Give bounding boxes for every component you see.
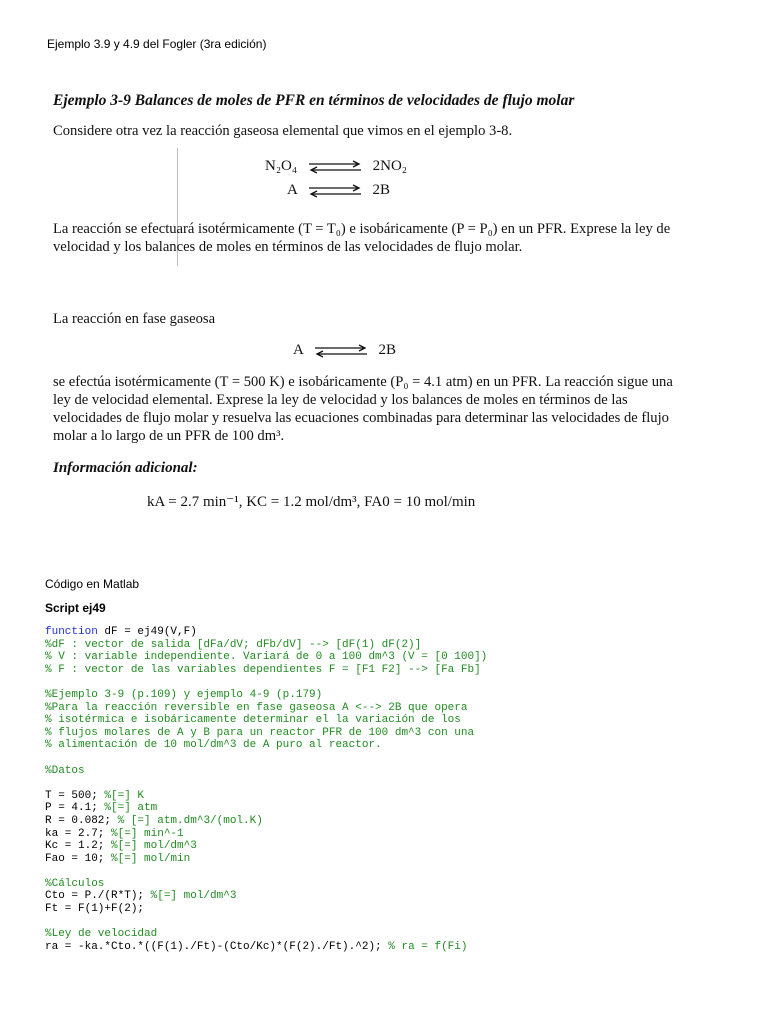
code-comment: %[=] atm (104, 802, 158, 815)
code-comment: % [=] atm.dm^3/(mol.K) (117, 814, 263, 827)
code-comment: %[=] mol/dm^3 (111, 840, 197, 853)
equation-n2o4 (265, 158, 407, 175)
matlab-code-block (45, 626, 487, 953)
code-comment: %Para la reacción reversible en fase gaseosa A <--> 2B que opera (45, 701, 468, 714)
code-line: P = 4.1; (45, 802, 105, 815)
code-line: Fao = 10; (45, 852, 112, 865)
code-keyword: function (45, 626, 98, 638)
equilibrium-arrows-icon (313, 344, 369, 358)
eq2-right: 2B (372, 182, 391, 198)
code-comment: % F : vector de las variables dependientes F = [F1 F2] --> [Fa Fb] (45, 663, 481, 676)
code-comment: % flujos molares de A y B para un reactor PFR de 100 dm^3 con una (45, 726, 475, 739)
code-line: R = 0.082; (45, 814, 118, 827)
example-title: Ejemplo 3-9 Balances de moles de PFR en términos de velocidades de flujo molar (53, 92, 575, 109)
additional-info-values: kA = 2.7 min⁻¹, KC = 1.2 mol/dm³, FA0 = 10 mol/min (147, 494, 476, 510)
equation-a-2b-second (293, 342, 396, 359)
code-line: ka = 2.7; (45, 827, 112, 840)
code-comment: % ra = f(Fi) (388, 940, 468, 953)
matlab-code-label: Código en Matlab (45, 577, 140, 591)
additional-info-title: Información adicional: (53, 460, 198, 476)
intro-text: Considere otra vez la reacción gaseosa elemental que vimos en el ejemplo 3-8. (53, 123, 513, 139)
code-line: dF = ej49(V,F) (97, 626, 197, 638)
eq2-left: A (287, 182, 298, 198)
paragraph-gas-phase: La reacción en fase gaseosa (53, 311, 216, 327)
scanned-textbook-excerpt (47, 86, 687, 530)
code-line: ra = -ka.*Cto.*((F(1)./Ft)-(Cto/Kc)*(F(2)./Ft).^2); (45, 940, 389, 953)
code-line: Cto = P./(R*T); (45, 890, 151, 903)
code-comment: % V : variable independiente. Variará de 0 a 100 dm^3 (V = [0 100]) (45, 651, 488, 664)
equilibrium-arrows-icon (307, 160, 363, 174)
paragraph-problem: se efectúa isotérmicamente (T = 500 K) e isobáricamente (P₀ = 4.1 atm) en un PFR. La reacción sigue una ley de velocidad elemental. Exprese la ley de velocidad y los balances de moles en términos de las velocidades de flujo molar y resuelva las ecuaciones combinadas para determinar las velocidades de flujo molar a lo largo de un PFR de 100 dm³. (53, 374, 673, 444)
page-header: Ejemplo 3.9 y 4.9 del Fogler (3ra edición) (47, 37, 267, 51)
script-label: Script ej49 (45, 601, 106, 615)
paragraph-isothermal: La reacción se efectuará isotérmicamente (T = T₀) e isobáricamente (P = P₀) en un PFR. Exprese la ley de velocidad y los balances de moles en términos de las velocidades de flujo molar. (53, 221, 671, 255)
code-line: T = 500; (45, 789, 105, 802)
code-comment: %Ejemplo 3-9 (p.109) y ejemplo 4-9 (p.179) (45, 688, 323, 701)
code-comment: %dF : vector de salida [dFa/dV; dFb/dV] --> [dF(1) dF(2)] (45, 638, 422, 651)
eq3-right: 2B (378, 342, 397, 358)
equilibrium-arrows-icon (307, 184, 363, 198)
eq3-left: A (293, 342, 304, 358)
code-comment: % alimentación de 10 mol/dm^3 de A puro al reactor. (45, 739, 382, 752)
code-comment: %[=] K (104, 789, 145, 802)
code-comment: %[=] mol/min (111, 852, 191, 865)
code-comment: %[=] min^-1 (111, 827, 184, 840)
eq1-right: 2NO₂ (372, 158, 408, 174)
equation-a-2b (287, 182, 390, 199)
code-line: Kc = 1.2; (45, 840, 112, 853)
code-comment: %Ley de velocidad (45, 928, 158, 941)
code-comment: %Cálculos (45, 877, 105, 890)
code-comment: %[=] mol/dm^3 (150, 890, 237, 903)
code-comment: % isotérmica e isobáricamente determinar el la variación de los (45, 714, 461, 727)
eq1-left: N₂O₄ (265, 158, 298, 174)
code-line: Ft = F(1)+F(2); (45, 903, 145, 916)
code-comment: %Datos (45, 764, 85, 777)
